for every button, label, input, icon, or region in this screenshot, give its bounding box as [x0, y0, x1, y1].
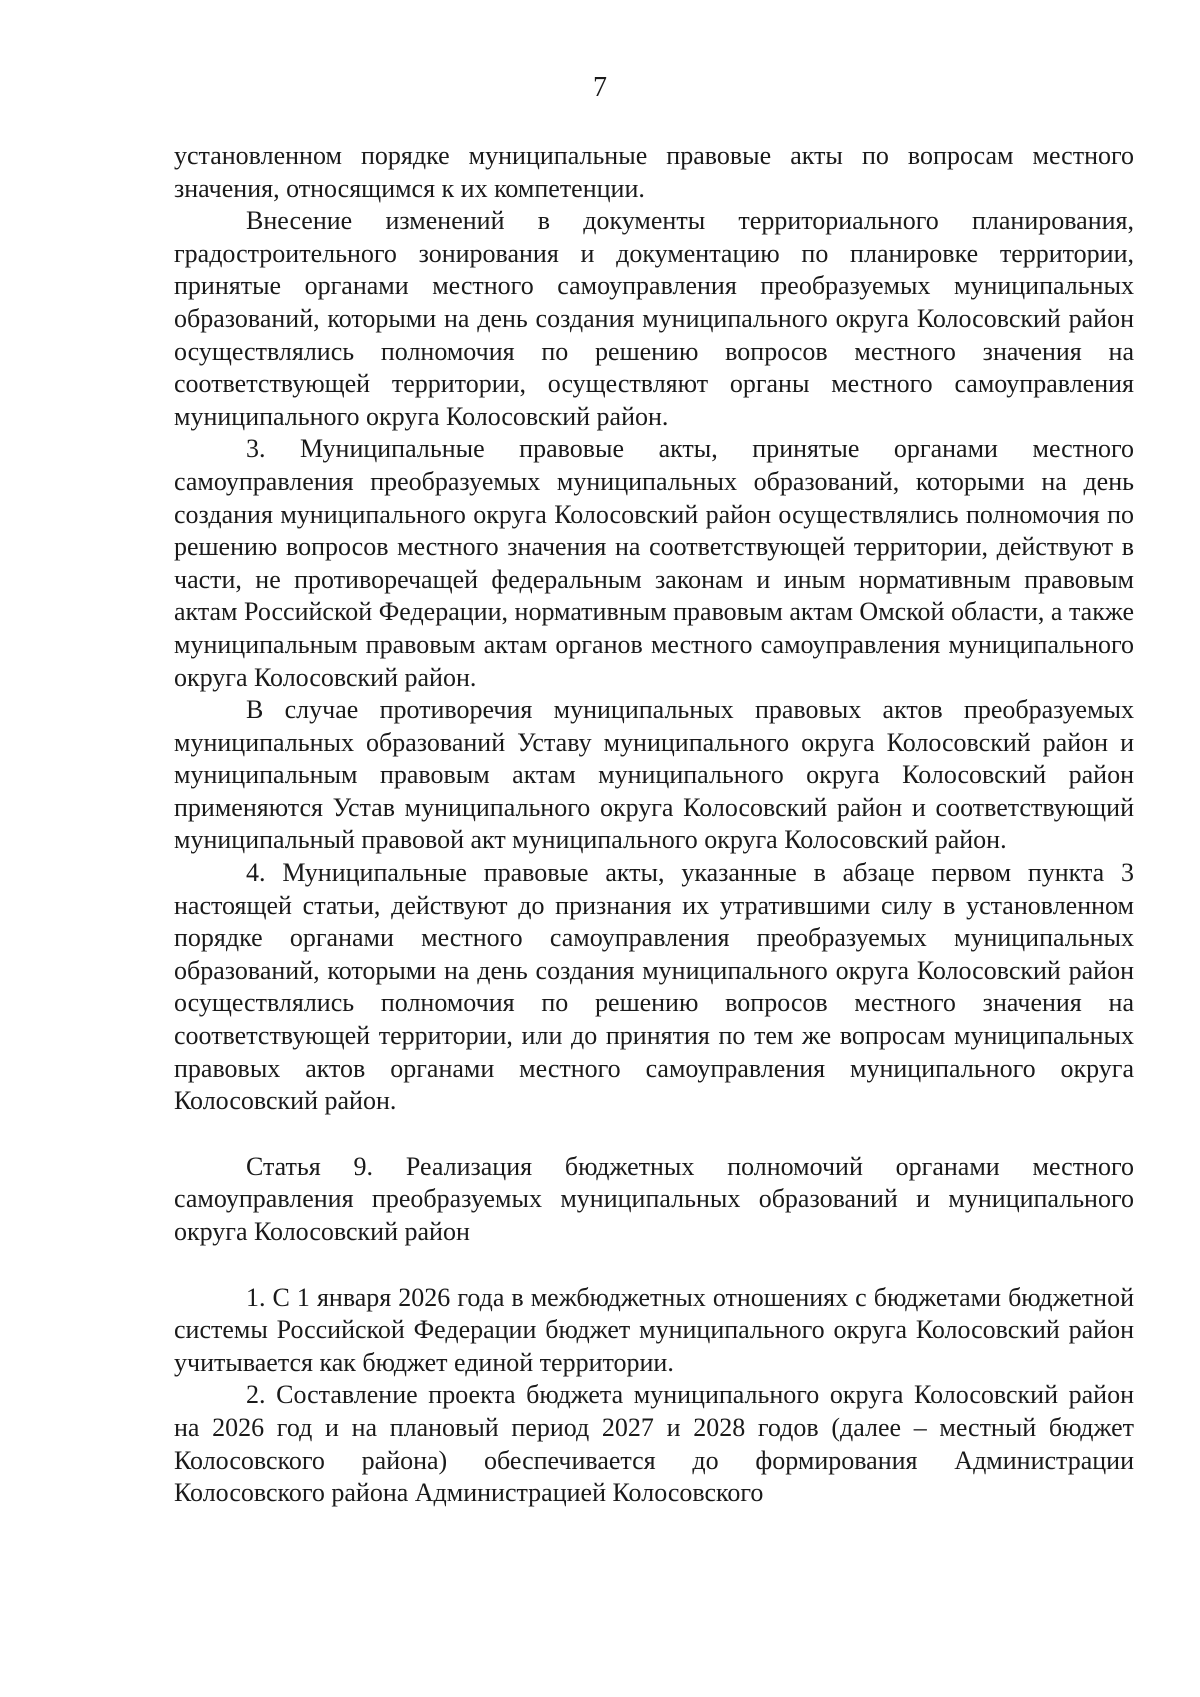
article-9-item-2: 2. Составление проекта бюджета муниципального округа Колосовский район на 2026 год и на плановый период 2027 и 2028 годов (далее – местный бюджет Колосовского района) обеспечивается до формирования Администрации Колосовского района Администрацией Колосовского — [174, 1380, 1134, 1508]
document-body — [174, 140, 1134, 1510]
page-number: 7 — [593, 72, 607, 103]
article-9-heading: Статья 9. Реализация бюджетных полномочий органами местного самоуправления преобразуемых муниципальных образований и муниципального округа Колосовский район — [174, 1151, 1134, 1246]
article-9-item-1: 1. С 1 января 2026 года в межбюджетных отношениях с бюджетами бюджетной системы Российской Федерации бюджет муниципального округа Колосовский район учитывается как бюджет единой территории. — [174, 1282, 1134, 1377]
paragraph-amendments: Внесение изменений в документы территориального планирования, градостроительного зонирования и документацию по планировке территории, принятые органами местного самоуправления преобразуемых муниципальных образований, которыми на день создания муниципального округа Колосовский район осуществлялись полномочия по решению вопросов местного значения на соответствующей территории, осуществляют органы местного самоуправления муниципального округа Колосовский район. — [174, 206, 1134, 431]
paragraph-item-4: 4. Муниципальные правовые акты, указанные в абзаце первом пункта 3 настоящей статьи, действуют до признания их утратившими силу в установленном порядке органами местного самоуправления преобразуемых муниципальных образований, которыми на день создания муниципального округа Колосовский район осуществлялись полномочия по решению вопросов местного значения на соответствующей территории, или до принятия по тем же вопросам муниципальных правовых актов органами местного самоуправления муниципального округа Колосовский район. — [174, 858, 1134, 1116]
paragraph-item-3: 3. Муниципальные правовые акты, принятые органами местного самоуправления преобразуемых муниципальных образований, которыми на день создания муниципального округа Колосовский район осуществлялись полномочия по решению вопросов местного значения на соответствующей территории, действуют в части, не противоречащей федеральным законам и иным нормативным правовым актам Российской Федерации, нормативным правовым актам Омской области, а также муниципальным правовым актам органов местного самоуправления муниципального округа Колосовский район. — [174, 434, 1134, 692]
paragraph-contradiction: В случае противоречия муниципальных правовых актов преобразуемых муниципальных образований Уставу муниципального округа Колосовский район и муниципальным правовым актам муниципального округа Колосовский район применяются Устав муниципального округа Колосовский район и соответствующий муниципальный правовой акт муниципального округа Колосовский район. — [174, 695, 1134, 855]
paragraph-continuation: установленном порядке муниципальные правовые акты по вопросам местного значения, относящимся к их компетенции. — [174, 141, 1134, 203]
